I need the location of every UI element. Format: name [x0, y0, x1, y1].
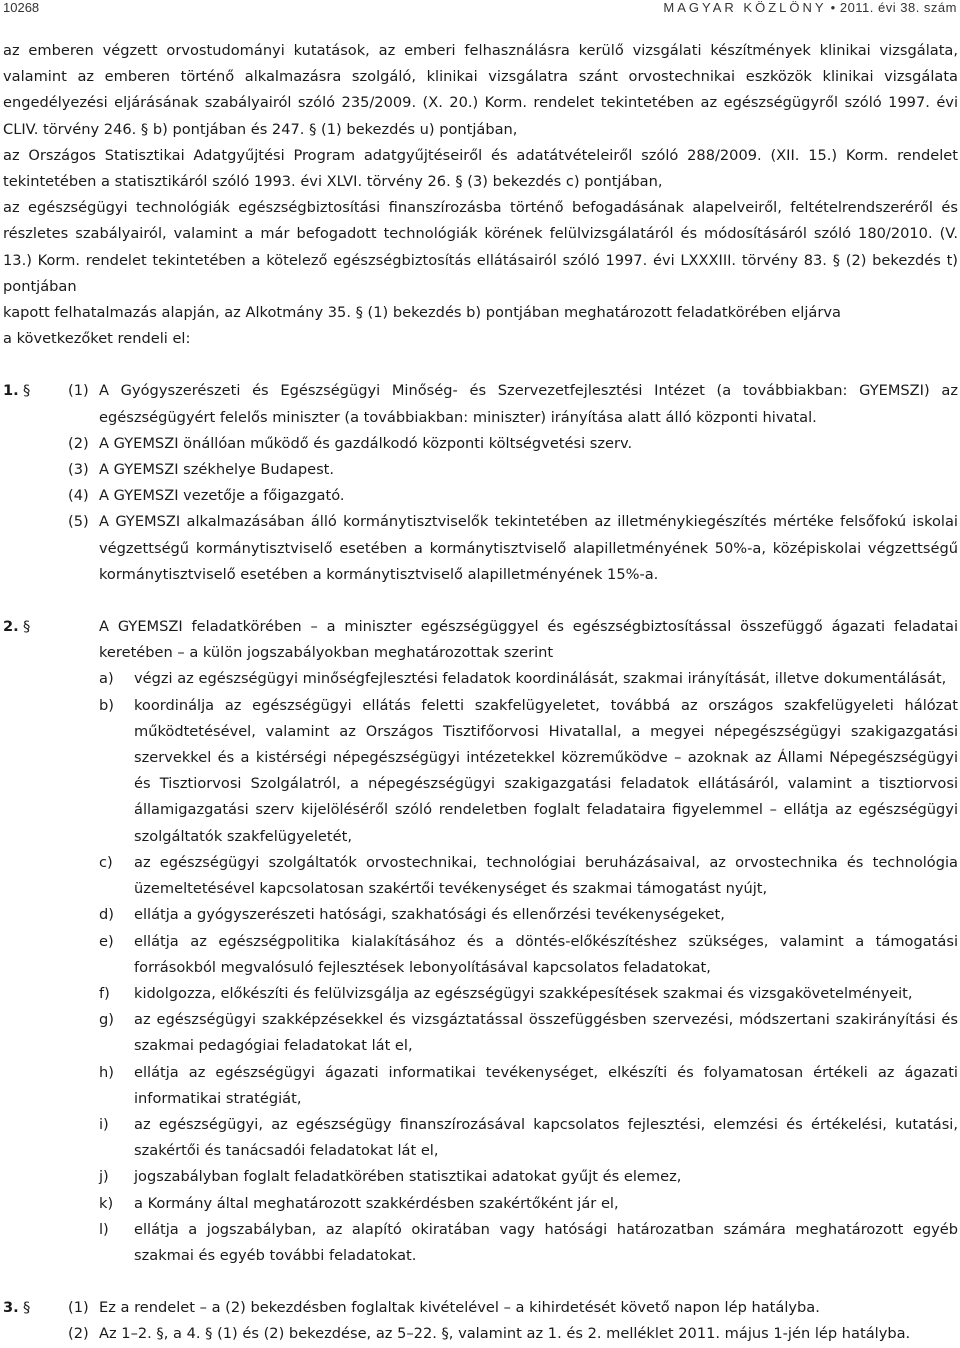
list-item — [3, 1060, 958, 1112]
section-number: 2. — [3, 618, 19, 636]
paragraph — [3, 1321, 958, 1347]
item-letter: h) — [99, 1063, 114, 1081]
intro-paragraph-4: kapott felhatalmazás alapján, az Alkotmány 35. § (1) bekezdés b) pontjában meghatározott feladatkörében eljárva — [3, 304, 841, 322]
section-1 — [3, 378, 958, 588]
paragraph — [3, 431, 958, 457]
item-text: az egészségügyi szakképzésekkel és vizsgáztatással összefüggésben szervezési, módszertani szakirányítási és szakmai pedagógiai feladatokat lát el, — [134, 1011, 958, 1055]
section-2 — [3, 614, 958, 1269]
issue-info: • 2011. évi 38. szám — [830, 0, 957, 15]
paragraph-number: (1) — [68, 382, 89, 400]
paragraph — [3, 509, 958, 588]
item-letter: d) — [99, 906, 114, 924]
item-letter: l) — [99, 1220, 109, 1238]
item-text: ellátja a jogszabályban, az alapító okiratában vagy hatósági határozatban számára meghatározott egyéb szakmai és egyéb további feladatokat. — [134, 1220, 958, 1264]
intro-paragraph-1: az emberen végzett orvostudományi kutatások, az emberi felhasználásra kerülő vizsgálati készítmények klinikai vizsgálata, valamint az emberen történő alkalmazásra szolgáló, klinikai vizsgálatra szánt orvostechnikai eszközök klinikai vizsgálata engedélyezési eljárásának szabályairól szóló 235/2009. (X. 20.) Korm. rendelet tekintetében az egészségügyről szóló 1997. évi CLIV. törvény 246. § b) pontjában és 247. § (1) bekezdés u) pontjában, — [3, 42, 958, 138]
item-letter: i) — [99, 1115, 109, 1133]
list-item — [3, 666, 958, 692]
paragraph — [3, 457, 958, 483]
item-text: ellátja az egészségpolitika kialakításához és a döntés-előkészítéshez szükséges, valamint a támogatási forrásokból megvalósuló fejlesztések lebonyolításával kapcsolatos feladatokat, — [134, 932, 958, 976]
document-body — [3, 38, 958, 1348]
item-letter: j) — [99, 1168, 109, 1186]
item-text: jogszabályban foglalt feladatkörében statisztikai adatokat gyűjt és elemez, — [134, 1168, 682, 1186]
paragraph — [3, 378, 958, 430]
paragraph-text: A GYEMSZI önállóan működő és gazdálkodó központi költségvetési szerv. — [99, 434, 633, 452]
item-letter: f) — [99, 984, 110, 1002]
section-sign: § — [23, 382, 31, 400]
list-item — [3, 850, 958, 902]
item-letter: b) — [99, 696, 114, 714]
section-number: 1. — [3, 382, 19, 400]
item-letter: k) — [99, 1194, 114, 1212]
list-item — [3, 902, 958, 928]
page-number: 10268 — [3, 0, 40, 15]
list-item — [3, 1007, 958, 1059]
list-item — [3, 1164, 958, 1190]
page-header — [0, 0, 960, 18]
section-sign: § — [23, 618, 31, 636]
section-lead: A GYEMSZI feladatkörében – a miniszter egészségüggyel és egészségbiztosítással összefüggő ágazati feladatai keretében – a külön jogszabályokban meghatározottak szerint — [99, 618, 958, 662]
item-letter: g) — [99, 1011, 114, 1029]
paragraph-number: (3) — [68, 461, 89, 479]
list-item — [3, 981, 958, 1007]
list-item — [3, 1112, 958, 1164]
item-letter: c) — [99, 853, 113, 871]
intro-paragraph-2: az Országos Statisztikai Adatgyűjtési Program adatgyűjtéseiről és adatátvételeiről szóló 288/2009. (XII. 15.) Korm. rendelet tekintetében a statisztikáról szóló 1993. évi XLVI. törvény 26. § (3) bekezdés c) pontjában, — [3, 146, 958, 191]
section-number: 3. — [3, 1299, 19, 1317]
list-item — [3, 929, 958, 981]
paragraph-number: (4) — [68, 487, 89, 505]
list-item — [3, 1217, 958, 1269]
item-text: az egészségügyi szolgáltatók orvostechnikai, technológiai beruházásaival, az orvostechnika és technológia üzemeltetésével kapcsolatosan szakértői tevékenységet és szakmai támogatást nyújt, — [134, 853, 958, 898]
paragraph-text: A GYEMSZI vezetője a főigazgató. — [99, 487, 345, 505]
publication-name: MAGYAR KÖZLÖNY — [663, 0, 827, 15]
paragraph — [3, 483, 958, 509]
paragraph-number: (5) — [68, 513, 89, 531]
section-3 — [3, 1295, 958, 1347]
publication-title — [663, 0, 957, 15]
item-text: végzi az egészségügyi minőségfejlesztési feladatok koordinálását, szakmai irányítását, illetve dokumentálását, — [134, 670, 947, 688]
item-text: koordinálja az egészségügyi ellátás feletti szakfelügyeletet, továbbá az országos szakfelügyeleti hálózat működtetésével, valamint az Országos Tisztifőorvosi Hivatallal, a megyei népegészségügyi szakigazgatási szervekkel és a kistérségi népegészségügyi intézetekkel közreműködve – azoknak az Állami Népegészségügyi és Tisztiorvosi Szolgálatról, a népegészségügyi szakigazgatási feladatok ellátásáról, valamint a tisztiorvosi államigazgatási szerv kijelöléséről szóló rendeletben foglalt feladataira figyelemmel – ellátja az egészségügyi szolgáltatók szakfelügyeletét, — [134, 696, 958, 845]
item-letter: a) — [99, 670, 114, 688]
paragraph-text: Ez a rendelet – a (2) bekezdésben foglaltak kivételével – a kihirdetését követő napon lép hatályba. — [99, 1299, 820, 1317]
section-sign: § — [23, 1299, 31, 1317]
item-letter: e) — [99, 932, 114, 950]
intro-paragraph-3: az egészségügyi technológiák egészségbiztosítási finanszírozásba történő befogadásának alapelveiről, feltételrendszeréről és részletes szabályairól, valamint a már befogadott technológiák körének felülvizsgálatáról és módosításáról szóló 180/2010. (V. 13.) Korm. rendelet tekintetében a kötelező egészségbiztosítás ellátásairól szóló 1997. évi LXXXIII. törvény 83. § (2) bekezdés t) pontjában — [3, 199, 958, 295]
paragraph-text: Az 1–2. §, a 4. § (1) és (2) bekezdése, az 5–22. §, valamint az 1. és 2. melléklet 2011. május 1-jén lép hatályba. — [99, 1325, 911, 1343]
paragraph-text: A Gyógyszerészeti és Egészségügyi Minőség- és Szervezetfejlesztési Intézet (a továbbiakban: GYEMSZI) az egészségügyért felelős miniszter (a továbbiakban: miniszter) irányítása alatt álló központi hivatal. — [99, 382, 958, 426]
paragraph-number: (1) — [68, 1299, 89, 1317]
paragraph-text: A GYEMSZI alkalmazásában álló kormánytisztviselők tekintetében az illetménykiegészítés mértéke felsőfokú iskolai végzettségű kormánytisztviselő esetében a kormánytisztviselő alapilletményének 50%-a, középiskolai végzettségű kormánytisztviselő esetében a kormánytisztviselő alapilletményének 15%-a. — [99, 513, 958, 583]
intro-paragraph-5: a következőket rendeli el: — [3, 330, 191, 348]
paragraph — [3, 1295, 958, 1321]
list-item — [3, 1191, 958, 1217]
item-text: a Kormány által meghatározott szakkérdésben szakértőként jár el, — [134, 1194, 619, 1212]
item-text: ellátja az egészségügyi ágazati informatikai tevékenységet, elkészíti és folyamatosan értékeli az ágazati informatikai stratégiát, — [134, 1063, 958, 1107]
paragraph-number: (2) — [68, 434, 89, 452]
item-text: ellátja a gyógyszerészeti hatósági, szakhatósági és ellenőrzési tevékenységeket, — [134, 906, 725, 924]
paragraph-number: (2) — [68, 1325, 89, 1343]
paragraph-text: A GYEMSZI székhelye Budapest. — [99, 461, 335, 479]
list-item — [3, 693, 958, 850]
item-text: az egészségügyi, az egészségügy finanszírozásával kapcsolatos fejlesztési, elemzési és értékelési, kutatási, szakértői és tanácsadói feladatokat lát el, — [134, 1115, 958, 1160]
item-text: kidolgozza, előkészíti és felülvizsgálja az egészségügyi szakképesítések szakmai és vizsgakövetelményeit, — [134, 984, 913, 1002]
